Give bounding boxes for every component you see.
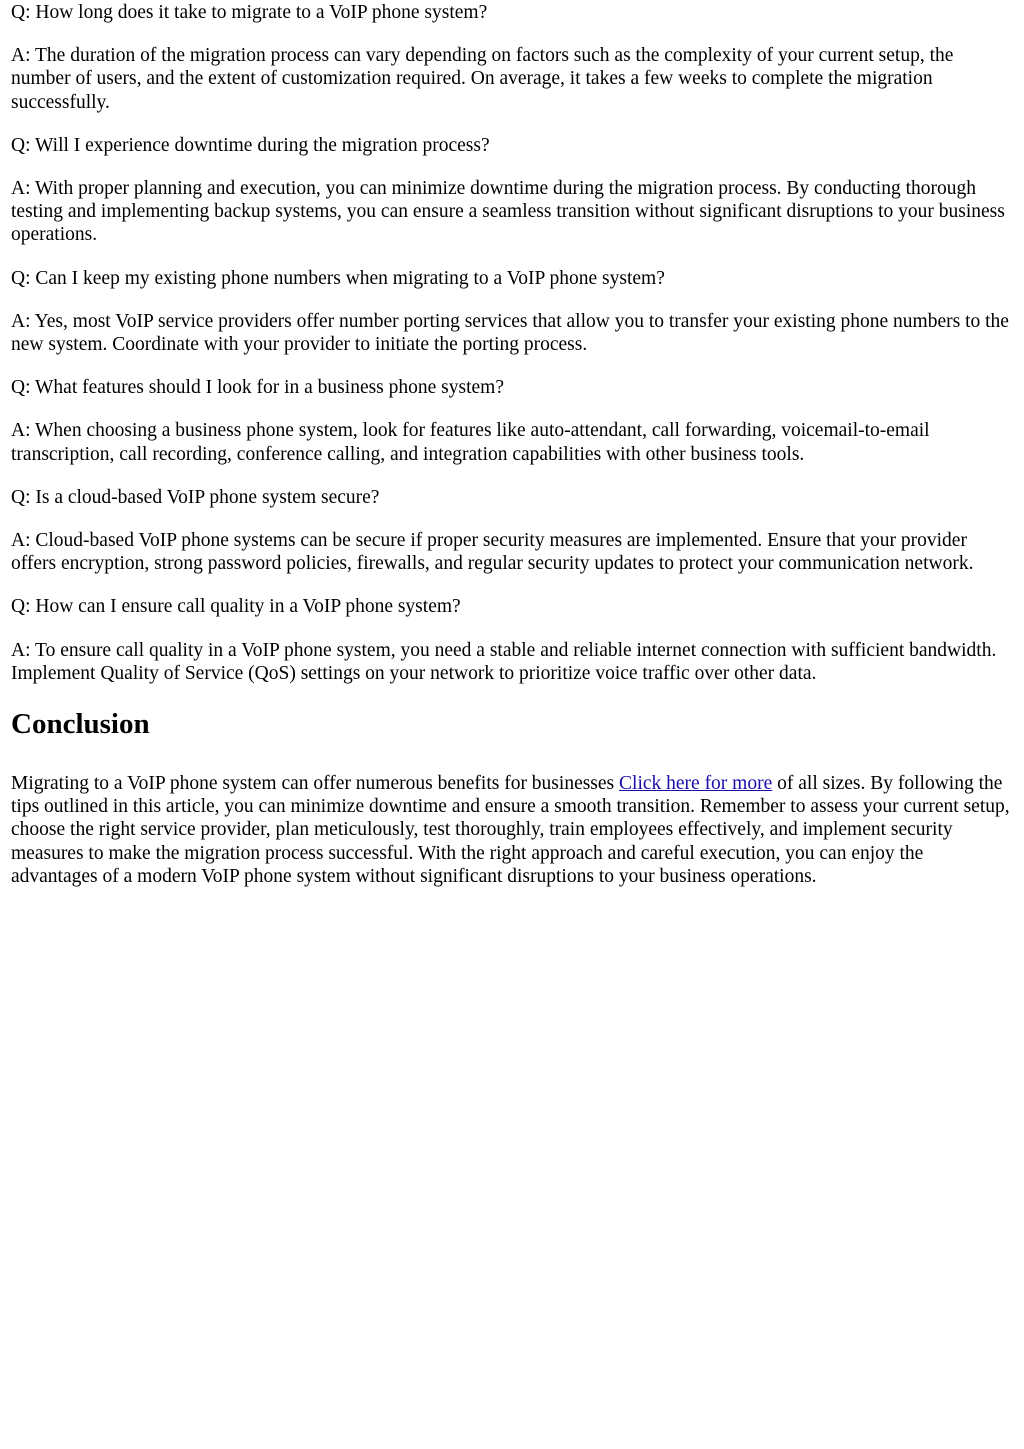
faq-question: Q: Will I experience downtime during the migration process? xyxy=(11,134,490,156)
faq-question: Q: How long does it take to migrate to a VoIP phone system? xyxy=(11,2,488,23)
faq-item xyxy=(11,486,1012,576)
click-here-for-more-link[interactable]: Click here for more xyxy=(619,773,773,795)
faq-question: Q: What features should I look for in a business phone system? xyxy=(11,377,505,399)
faq-question: Q: How can I ensure call quality in a VoIP phone system? xyxy=(11,596,461,618)
faq-item xyxy=(11,376,1012,466)
conclusion-text-after-link: of all sizes. By following the tips outlined in this article, you can minimize downtime and ensure a smooth transition. Remember to assess your current setup, choose the right service provider, plan meticulously, test thoroughly, train employees effectively, and implement security measures to make the migration process successful. With the right approach and careful execution, you can enjoy the advantages of a modern VoIP phone system without significant disruptions to your business operations. xyxy=(11,773,1010,887)
faq-question: Q: Is a cloud-based VoIP phone system secure? xyxy=(11,486,380,508)
faq-answer: A: When choosing a business phone system, look for features like auto-attendant, call forwarding, voicemail-to-email transcription, call recording, conference calling, and integration capabilities with other business tools. xyxy=(11,420,930,465)
document-page xyxy=(0,1,1024,1449)
conclusion-heading: Conclusion xyxy=(11,708,150,741)
conclusion-paragraph xyxy=(11,772,1012,888)
faq-answer: A: The duration of the migration process can vary depending on factors such as the complexity of your current setup, the number of users, and the extent of customization required. On average, it takes a few weeks to complete the migration successfully. xyxy=(11,45,954,113)
faq-answer: A: With proper planning and execution, you can minimize downtime during the migration process. By conducting thorough testing and implementing backup systems, you can ensure a seamless transition without significant disruptions to your business operations. xyxy=(11,178,1005,246)
conclusion-text-before-link: Migrating to a VoIP phone system can offer numerous benefits for businesses xyxy=(11,773,620,795)
faq-item xyxy=(11,134,1012,247)
faq-answer: A: To ensure call quality in a VoIP phone system, you need a stable and reliable internet connection with sufficient bandwidth. Implement Quality of Service (QoS) settings on your network to prioritize voice traffic over other data. xyxy=(11,639,997,684)
faq-item xyxy=(11,267,1012,357)
faq-item xyxy=(11,595,1012,685)
faq-answer: A: Yes, most VoIP service providers offer number porting services that allow you to transfer your existing phone numbers to the new system. Coordinate with your provider to initiate the porting process. xyxy=(11,310,1009,356)
faq-question: Q: Can I keep my existing phone numbers when migrating to a VoIP phone system? xyxy=(11,267,665,289)
faq-answer: A: Cloud-based VoIP phone systems can be secure if proper security measures are implemented. Ensure that your provider offers encryption, strong password policies, firewalls, and regular security updates to protect your communication network. xyxy=(11,530,974,575)
faq-item xyxy=(11,1,1012,114)
